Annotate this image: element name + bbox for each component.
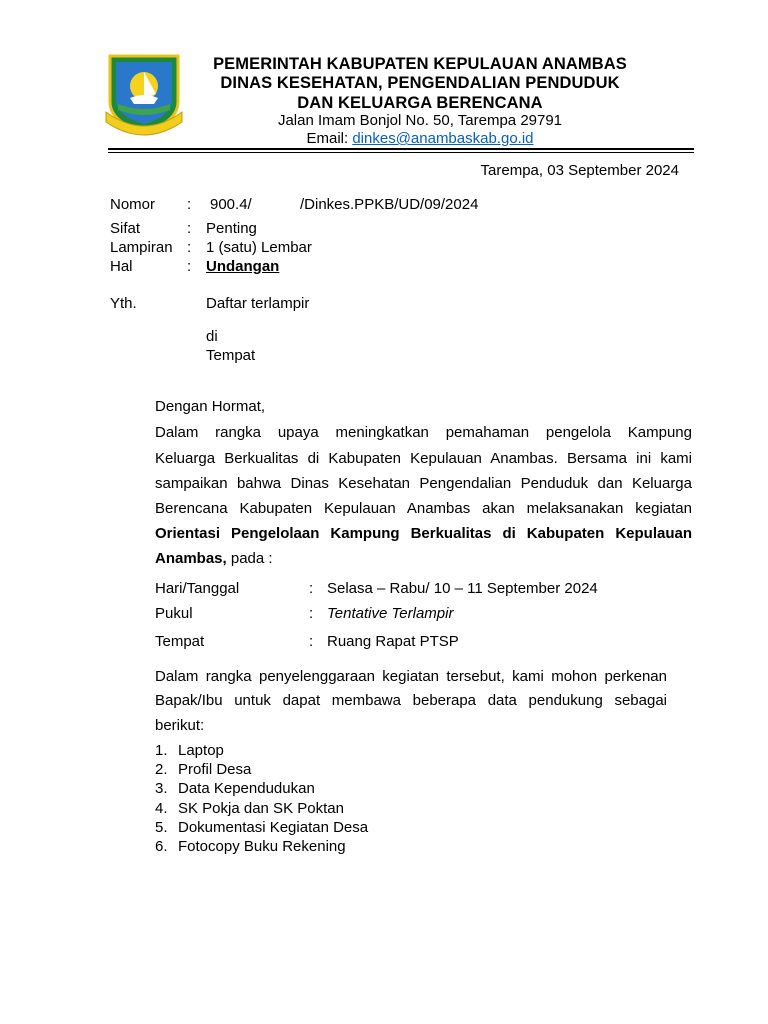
list-item: Laptop <box>178 742 224 759</box>
list-item: Data Kependudukan <box>178 780 315 797</box>
header-address: Jalan Imam Bonjol No. 50, Tarempa 29791 <box>277 112 563 129</box>
lampiran-label: Lampiran <box>110 239 173 256</box>
letter-date: Tarempa, 03 September 2024 <box>480 162 679 179</box>
email-link[interactable]: dinkes@anambaskab.go.id <box>352 130 534 147</box>
list-item-number: 5. <box>155 819 168 836</box>
header-email-line <box>180 130 660 147</box>
nomor-colon: : <box>187 196 192 213</box>
header-agency-name-cont: DAN KELUARGA BERENCANA <box>297 94 543 112</box>
list-item-number: 3. <box>155 780 168 797</box>
nomor-label: Nomor <box>110 196 156 213</box>
pada-text: pada : <box>226 550 273 567</box>
recipient-di: di <box>206 328 218 345</box>
body-line-1: Dalam rangka upaya meningkatkan pemahaman pengelola Kampung <box>155 424 692 441</box>
request-line-2: Bapak/Ibu untuk dapat membawa beberapa data pendukung sebagai <box>155 692 667 709</box>
hari-value: Selasa – Rabu/ 10 – 11 September 2024 <box>327 580 598 597</box>
body-line-2: Keluarga Berkualitas di Kabupaten Kepulauan Anambas. Bersama ini kami <box>155 450 692 467</box>
email-label: Email: <box>306 130 353 147</box>
pukul-value: Tentative Terlampir <box>327 605 454 622</box>
body-line-4: Berencana Kabupaten Kepulauan Anambas akan melaksanakan kegiatan <box>155 500 692 517</box>
header-divider-thick <box>108 148 694 150</box>
lampiran-value: 1 (satu) Lembar <box>206 239 312 256</box>
tempat-label: Tempat <box>155 633 205 650</box>
header-agency-name: DINAS KESEHATAN, PENGENDALIAN PENDUDUK <box>220 74 620 92</box>
header-government-name: PEMERINTAH KABUPATEN KEPULAUAN ANAMBAS <box>213 55 627 73</box>
hari-label: Hari/Tanggal <box>155 580 240 597</box>
pukul-colon: : <box>309 605 314 622</box>
list-item-number: 1. <box>155 742 168 759</box>
regency-emblem-logo <box>104 52 184 136</box>
lampiran-colon: : <box>187 239 192 256</box>
request-line-1: Dalam rangka penyelenggaraan kegiatan tersebut, kami mohon perkenan <box>155 668 667 685</box>
sifat-colon: : <box>187 220 192 237</box>
recipient-name: Daftar terlampir <box>206 295 310 312</box>
list-item: SK Pokja dan SK Poktan <box>178 800 344 817</box>
list-item-number: 4. <box>155 800 168 817</box>
hal-value: Undangan <box>206 258 280 275</box>
list-item: Profil Desa <box>178 761 252 778</box>
hari-colon: : <box>309 580 314 597</box>
list-item: Fotocopy Buku Rekening <box>178 838 346 855</box>
sifat-label: Sifat <box>110 220 141 237</box>
pukul-label: Pukul <box>155 605 193 622</box>
event-title-end: Anambas, <box>155 550 227 567</box>
hal-colon: : <box>187 258 192 275</box>
yth-label: Yth. <box>110 295 137 312</box>
sifat-value: Penting <box>206 220 257 237</box>
nomor-value-suffix: /Dinkes.PPKB/UD/09/2024 <box>300 196 479 213</box>
recipient-place: Tempat <box>206 347 256 364</box>
event-title-line-2 <box>155 546 273 571</box>
body-line-3: sampaikan bahwa Dinas Kesehatan Pengendalian Penduduk dan Keluarga <box>155 475 692 492</box>
list-item: Dokumentasi Kegiatan Desa <box>178 819 369 836</box>
tempat-value: Ruang Rapat PTSP <box>327 633 459 650</box>
event-title-line-1: Orientasi Pengelolaan Kampung Berkualitas di Kabupaten Kepulauan <box>155 525 692 542</box>
list-item-number: 2. <box>155 761 168 778</box>
list-item-number: 6. <box>155 838 168 855</box>
request-line-3: berikut: <box>155 717 205 734</box>
tempat-colon: : <box>309 633 314 650</box>
header-divider-thin <box>108 152 694 153</box>
nomor-value-prefix: 900.4/ <box>210 196 252 213</box>
hal-label: Hal <box>110 258 133 275</box>
salutation: Dengan Hormat, <box>155 398 266 415</box>
